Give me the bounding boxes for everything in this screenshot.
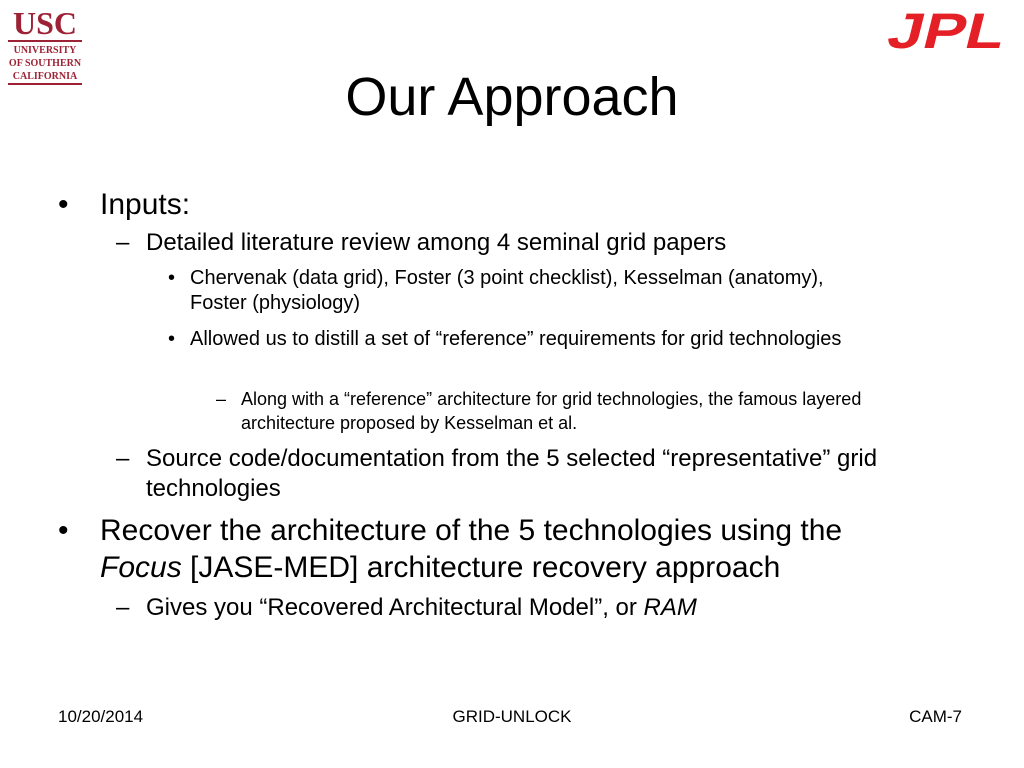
bullet-marker: • — [58, 514, 69, 547]
jpl-logo-graphic — [872, 4, 1012, 54]
bullet-marker: • — [168, 267, 176, 289]
usc-logo-line2: OF SOUTHERN — [8, 58, 82, 69]
bullet-text-main: Gives you “Recovered Architectural Model”, or — [146, 594, 644, 621]
bullet-text: Source code/documentation from the 5 selected “representative” grid technologies — [146, 445, 878, 502]
bullet-text: Along with a “reference” architecture for grid technologies, the famous layered architecture proposed by Kesselman et al. — [241, 389, 862, 433]
bullet-text: Chervenak (data grid), Foster (3 point checklist), Kesselman (anatomy), Foster (physiology) — [190, 267, 824, 314]
slide-title: Our Approach — [345, 67, 679, 127]
bullet-text-main: Recover the architecture of the 5 technologies using the — [100, 514, 843, 547]
ram-term: RAM — [643, 594, 697, 621]
bullet-marker: • — [168, 328, 176, 350]
bullet-marker: – — [216, 389, 227, 409]
footer-page-number: CAM-7 — [909, 707, 962, 726]
usc-logo-line3: CALIFORNIA — [12, 71, 78, 82]
jpl-logo-mark: JPL — [882, 4, 989, 54]
bullet-text — [146, 593, 966, 623]
footer-title: GRID-UNLOCK — [452, 707, 572, 726]
bullet-text: Inputs: — [100, 188, 191, 221]
bullet-marker: – — [116, 594, 130, 621]
bullet-text: Detailed literature review among 4 seminal grid papers — [146, 229, 727, 256]
bullet-marker: – — [116, 445, 130, 472]
bullet-marker: • — [58, 188, 69, 221]
footer-date: 10/20/2014 — [58, 707, 144, 726]
usc-logo-line1: UNIVERSITY — [13, 45, 77, 56]
focus-term: Focus — [100, 551, 182, 584]
bullet-text-tail: [JASE-MED] architecture recovery approach — [181, 551, 781, 584]
jpl-logo — [872, 4, 1012, 54]
bullet-text — [100, 512, 970, 586]
bullet-text: Allowed us to distill a set of “reference” requirements for grid technologies — [190, 328, 842, 350]
usc-logo-mark: USC — [12, 5, 78, 41]
bullet-marker: – — [116, 229, 130, 256]
